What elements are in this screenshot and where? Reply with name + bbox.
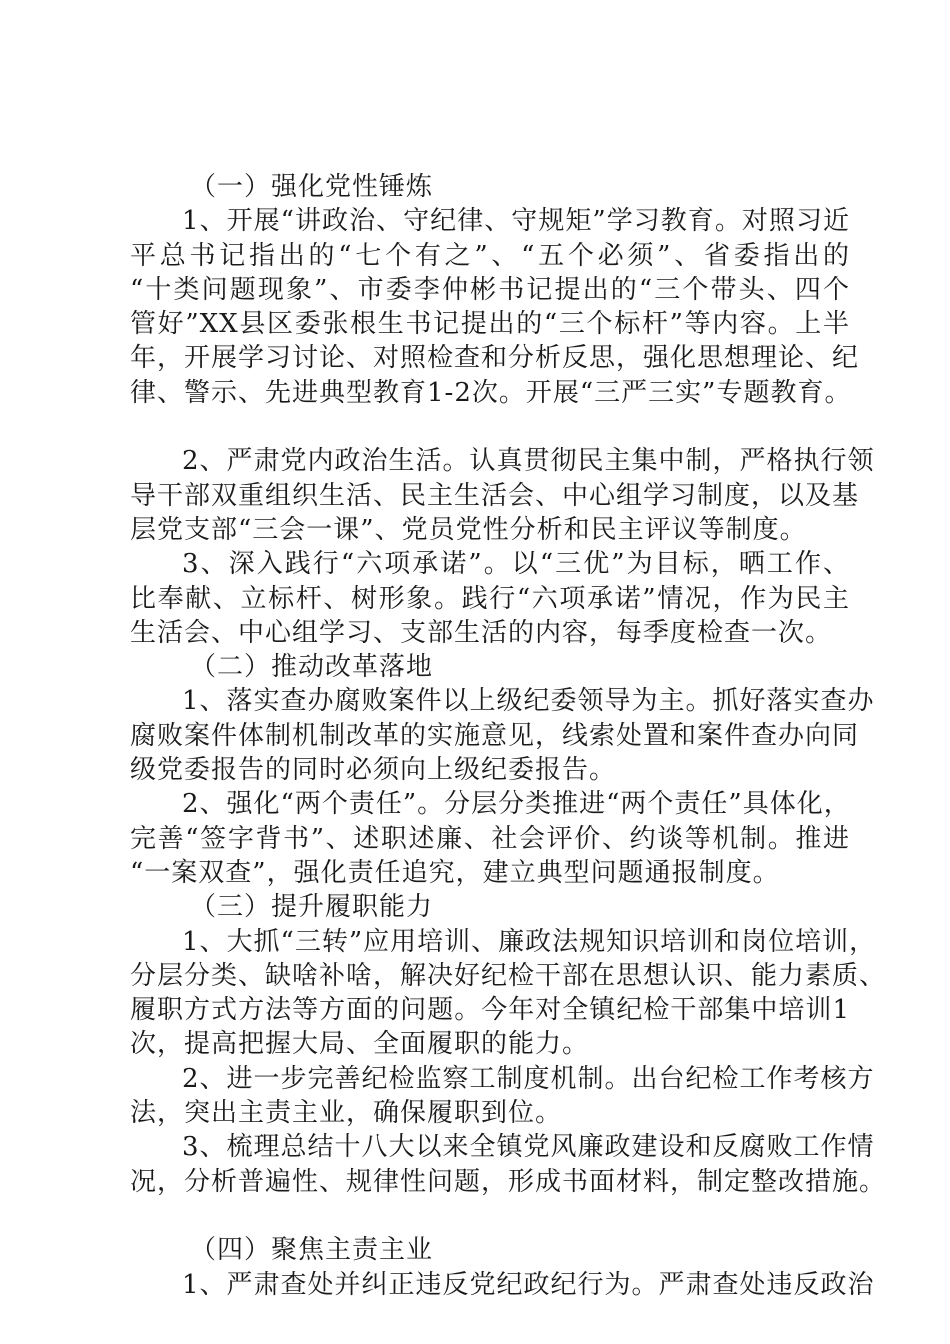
paragraph-line: 法，突出主责主业，确保履职到位。 [130, 1098, 563, 1129]
paragraph-line: “十类问题现象”、市委李仲彬书记提出的“三个带头、四个 [130, 274, 850, 305]
paragraph-line: 生活会、中心组学习、支部生活的内容，每季度检查一次。 [130, 617, 833, 648]
paragraph-line: 平总书记指出的“七个有之”、“五个必须”、省委指出的 [130, 240, 850, 271]
paragraph-line: “一案双查”，强化责任追究，建立典型问题通报制度。 [130, 857, 780, 888]
section-heading-4: （四）聚焦主责主业 [190, 1235, 434, 1266]
paragraph-line: 年，开展学习讨论、对照检查和分析反思，强化思想理论、纪 [130, 343, 860, 374]
paragraph-line: 2、强化“两个责任”。分层分类推进“两个责任”具体化， [182, 789, 851, 820]
paragraph-line: 1、落实查办腐败案件以上级纪委领导为主。抓好落实查办 [182, 686, 875, 717]
paragraph-line: 管好”XX县区委张根生书记提出的“三个标杆”等内容。上半 [130, 309, 850, 340]
paragraph-gap [130, 410, 850, 444]
paragraph-line: 完善“签字背书”、述职述廉、社会评价、约谈等机制。推进 [130, 823, 850, 854]
paragraph-line: 级党委报告的同时必须向上级纪委报告。 [130, 755, 617, 786]
paragraph-line: 1、开展“讲政治、守纪律、守规矩”学习教育。对照习近 [182, 206, 850, 237]
paragraph-line: 层党支部“三会一课”、党员党性分析和民主评议等制度。 [130, 514, 807, 545]
paragraph-gap [130, 1199, 850, 1233]
paragraph-line: 比奉献、立标杆、树形象。践行“六项承诺”情况，作为民主 [130, 583, 850, 614]
document-page [130, 170, 887, 1302]
paragraph-line: 导干部双重组织生活、民主生活会、中心组学习制度，以及基 [130, 480, 860, 511]
paragraph-line: 1、严肃查处并纠正违反党纪政纪行为。严肃查处违反政治 [182, 1269, 875, 1300]
paragraph-line: 履职方式方法等方面的问题。今年对全镇纪检干部集中培训1 [130, 995, 850, 1026]
section-heading-2: （二）推动改革落地 [190, 652, 434, 683]
paragraph-line: 3、梳理总结十八大以来全镇党风廉政建设和反腐败工作情 [182, 1132, 875, 1163]
paragraph-line: 2、进一步完善纪检监察工制度机制。出台纪检工作考核方 [182, 1063, 875, 1094]
paragraph-line: 律、警示、先进典型教育1-2次。开展“三严三实”专题教育。 [130, 377, 852, 408]
paragraph-line: 2、严肃党内政治生活。认真贯彻民主集中制，严格执行领 [182, 446, 875, 477]
paragraph-line: 1、大抓“三转”应用培训、廉政法规知识培训和岗位培训， [182, 926, 877, 957]
section-heading-3: （三）提升履职能力 [190, 892, 434, 923]
paragraph-line: 次，提高把握大局、全面履职的能力。 [130, 1029, 590, 1060]
paragraph-line: 腐败案件体制机制改革的实施意见，线索处置和案件查办向同 [130, 720, 860, 751]
paragraph-line: 况，分析普遍性、规律性问题，形成书面材料，制定整改措施。 [130, 1166, 887, 1197]
paragraph-line: 3、深入践行“六项承诺”。以“三优”为目标，晒工作、 [182, 549, 850, 580]
section-heading-1: （一）强化党性锤炼 [190, 172, 434, 202]
paragraph-line: 分层分类、缺啥补啥，解决好纪检干部在思想认识、能力素质、 [130, 960, 887, 991]
